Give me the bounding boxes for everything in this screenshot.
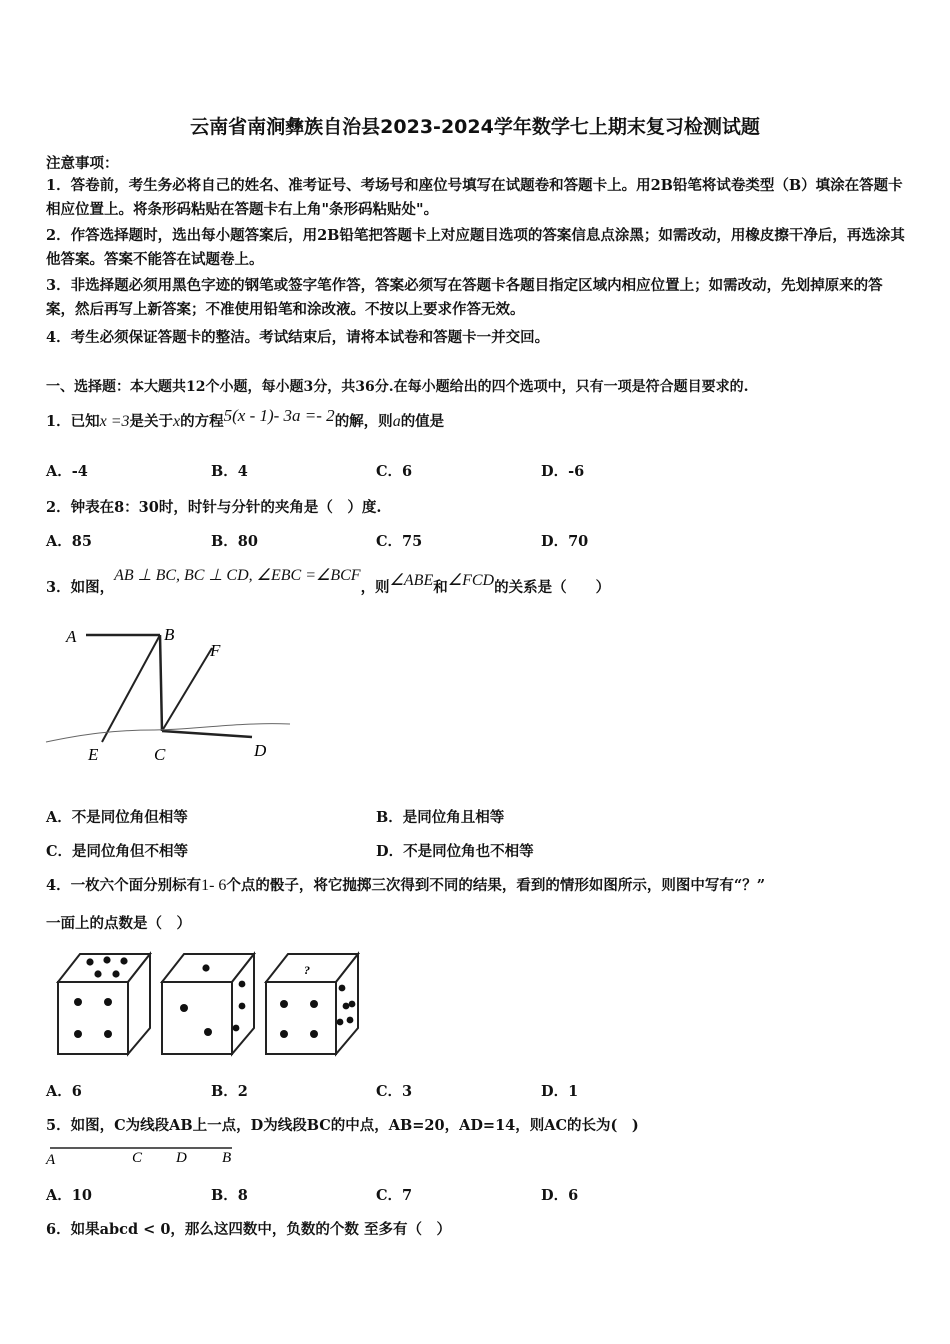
section-heading: 一、选择题：本大题共12个小题，每小题3分，共36分.在每小题给出的四个选项中，只有一项是符合题目要求的. (46, 379, 749, 395)
question-1 (46, 406, 445, 431)
q5-option-a[interactable]: A．10 (46, 1187, 92, 1204)
q4-option-a[interactable]: A．6 (46, 1083, 82, 1100)
q3-figure (44, 618, 294, 768)
segment-cd (162, 731, 252, 737)
label-b: B (222, 1150, 232, 1166)
q1-option-d[interactable]: D．-6 (541, 463, 585, 480)
q3-option-b[interactable]: B．是同位角且相等 (376, 809, 505, 826)
q3-text-4: 的关系是（ ） (494, 579, 611, 596)
baseline-sketch (46, 724, 290, 742)
notice-item-2: 2．作答选择题时，选出每小题答案后，用2B铅笔把答题卡上对应题目选项的答案信息点涂黑；如需改动，用橡皮擦干净后，再选涂其他答案。答案不能答在试题卷上。 (46, 227, 905, 268)
q5-option-c[interactable]: C．7 (376, 1187, 413, 1204)
question-6: 6．如果abcd < 0，那么这四数中，负数的个数 至多有（ ） (46, 1221, 451, 1238)
label-c: C (132, 1150, 143, 1166)
q1-text-5: 的值是 (400, 413, 445, 430)
q1-math-2: x (173, 413, 181, 430)
label-d: D (176, 1150, 187, 1166)
q2-option-c[interactable]: C．75 (376, 533, 423, 550)
q1-text-1: 1．已知 (46, 413, 100, 430)
q5-segment-figure (44, 1140, 244, 1170)
die-3-front-face (266, 982, 336, 1054)
label-a: A (66, 627, 77, 646)
label-b: B (164, 625, 175, 644)
q3-math-3: ∠FCD (447, 572, 495, 589)
q3-math-2: ∠ABE (389, 572, 434, 589)
q5-option-b[interactable]: B．8 (211, 1187, 248, 1204)
q5-option-d[interactable]: D．6 (541, 1187, 579, 1204)
q3-option-a[interactable]: A．不是同位角但相等 (46, 809, 188, 826)
notice-item-4: 4．考生必须保证答题卡的整洁。考试结束后，请将本试卷和答题卡一并交回。 (46, 329, 550, 346)
q3-text-1: 3．如图， (46, 579, 115, 596)
label-d: D (254, 741, 267, 760)
q4-dice-figure (52, 948, 362, 1062)
question-3 (46, 567, 611, 597)
label-f: F (210, 641, 221, 660)
q4-math-1: 1- 6 (201, 877, 227, 894)
q3-option-d[interactable]: D．不是同位角也不相等 (376, 843, 534, 860)
q1-math-4: a (392, 413, 401, 430)
q3-text-3: 和 (433, 579, 448, 596)
label-e: E (88, 745, 99, 764)
notice-item-1: 1．答卷前，考生务必将自己的姓名、准考证号、考场号和座位号填写在试题卷和答题卡上。用2B铅笔将试卷类型（B）填涂在答题卡相应位置上。将条形码粘贴在答题卡右上角"条形码粘贴处"。 (46, 177, 903, 218)
q4-text-2: 个点的骰子，将它抛掷三次得到不同的结果，看到的情形如图所示，则图中写有“？” (226, 877, 766, 894)
q3-text-2: ，则 (360, 579, 390, 596)
question-5: 5．如图，C为线段AB上一点，D为线段BC的中点，AB=20，AD=14，则AC的长为( ) (46, 1117, 639, 1134)
q4-text-1: 4．一枚六个面分别标有 (46, 877, 202, 894)
question-4 (46, 874, 765, 895)
page-title: 云南省南涧彝族自治县2023-2024学年数学七上期末复习检测试题 (190, 116, 760, 138)
q1-text-3: 的方程 (180, 413, 224, 430)
die-1-front-face (58, 982, 128, 1054)
question-mark-label: ? (304, 963, 310, 977)
q1-text-4: 的解，则 (334, 413, 393, 430)
label-c: C (154, 745, 166, 764)
q2-option-a[interactable]: A．85 (46, 533, 92, 550)
q1-option-a[interactable]: A．-4 (46, 463, 88, 480)
label-a: A (46, 1152, 56, 1168)
q4-option-b[interactable]: B．2 (211, 1083, 248, 1100)
q3-math-1: AB ⊥ BC, BC ⊥ CD, ∠EBC =∠BCF (114, 567, 361, 584)
notice-heading: 注意事项： (46, 155, 119, 172)
notice-item-3: 3．非选择题必须用黑色字迹的钢笔或签字笔作答，答案必须写在答题卡各题目指定区域内相应位置上；如需改动，先划掉原来的答案，然后再写上新答案；不准使用铅笔和涂改液。不按以上要求作答无效。 (46, 277, 883, 318)
die-1 (58, 954, 150, 1054)
q1-option-b[interactable]: B．4 (211, 463, 248, 480)
q3-option-c[interactable]: C．是同位角但不相等 (46, 843, 189, 860)
question-4-line-2: 一面上的点数是（ ） (46, 915, 191, 932)
die-3 (266, 954, 358, 1054)
q1-math-1: x =3 (99, 413, 130, 430)
question-2: 2．钟表在8：30时，时针与分针的夹角是（ ）度. (46, 499, 382, 516)
q1-text-2: 是关于 (129, 413, 173, 430)
q2-option-b[interactable]: B．80 (211, 533, 258, 550)
q2-option-d[interactable]: D．70 (541, 533, 589, 550)
q1-math-3: 5(x - 1)- 3a =- 2 (223, 406, 335, 425)
die-2 (162, 954, 254, 1054)
segment-be (102, 635, 160, 742)
q4-option-c[interactable]: C．3 (376, 1083, 413, 1100)
q4-option-d[interactable]: D．1 (541, 1083, 579, 1100)
q1-option-c[interactable]: C．6 (376, 463, 413, 480)
die-2-front-face (162, 982, 232, 1054)
segment-bc (160, 635, 162, 731)
segment-cf (162, 648, 212, 731)
